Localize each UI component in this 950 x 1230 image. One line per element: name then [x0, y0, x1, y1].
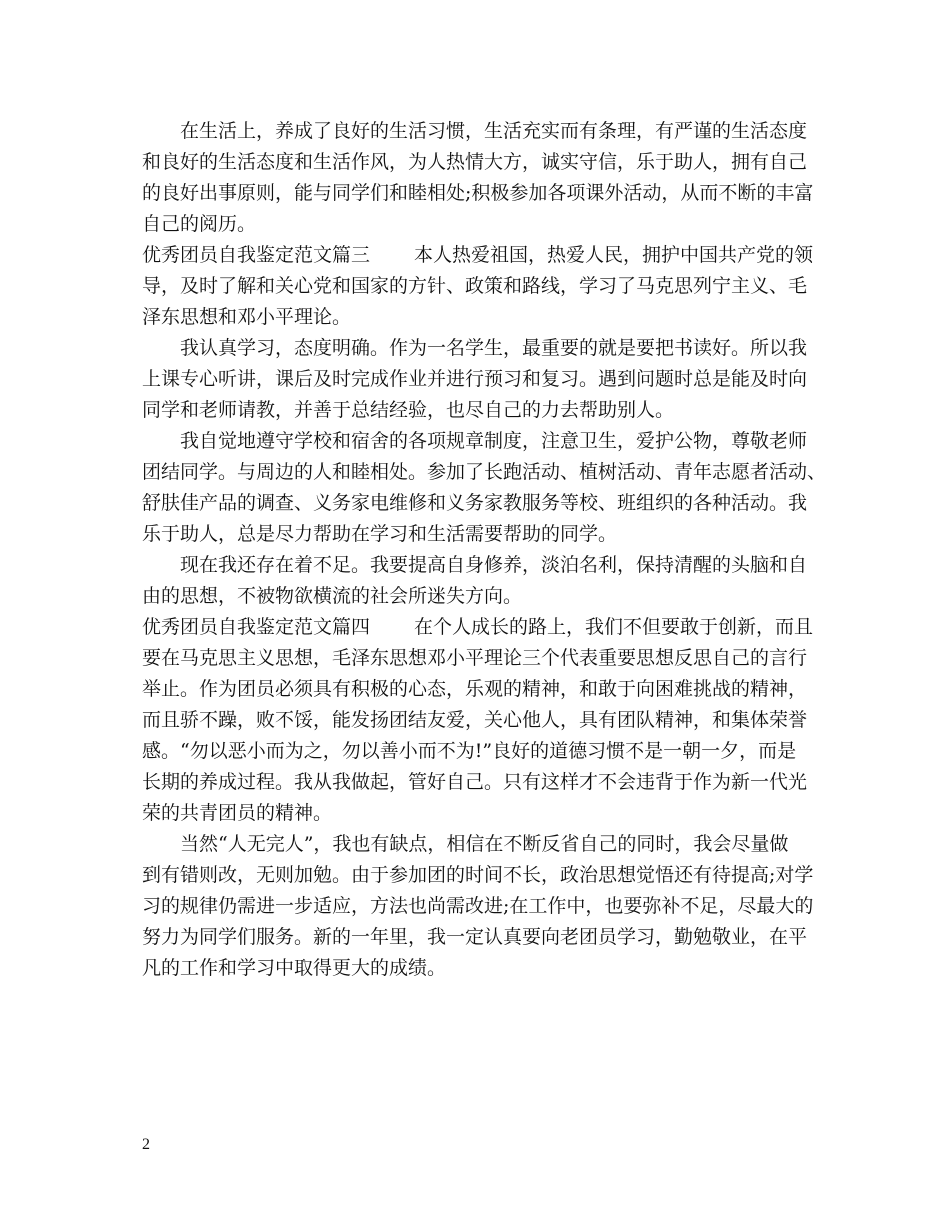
text-line: 上课专心听讲，课后及时完成作业并进行预习和复习。遇到问题时总是能及时向 [142, 368, 808, 390]
text-line: 的良好出事原则，能与同学们和睦相处;积极参加各项课外活动，从而不断的丰富 [142, 182, 814, 204]
text-line: 要在马克思主义思想，毛泽东思想邓小平理论三个代表重要思想反思自己的言行 [142, 647, 808, 669]
page-number: 2 [142, 1136, 150, 1153]
text-line: 导，及时了解和关心党和国家的方针、政策和路线，学习了马克思列宁主义、毛 [142, 275, 808, 297]
text-line: 和良好的生活态度和生活作风，为人热情大方，诚实守信，乐于助人，拥有自己 [142, 151, 808, 173]
text-line: 现在我还存在着不足。我要提高自身修养，淡泊名利，保持清醒的头脑和自 [180, 554, 808, 576]
section-heading-line [142, 240, 814, 271]
text-line: 努力为同学们服务。新的一年里，我一定认真要向老团员学习，勤勉敬业，在平 [142, 926, 808, 948]
text-line: 而且骄不躁，败不馁，能发扬团结友爱，关心他人，具有团队精神，和集体荣誉 [142, 709, 808, 731]
text-line: 习的规律仍需进一步适应，方法也尚需改进;在工作中，也要弥补不足，尽最大的 [142, 895, 814, 917]
text-line: 在生活上，养成了良好的生活习惯，生活充实而有条理，有严谨的生活态度 [180, 120, 808, 142]
section-heading-line [142, 612, 814, 643]
text-line: 乐于助人，总是尽力帮助在学习和生活需要帮助的同学。 [142, 523, 618, 545]
document-body [142, 116, 827, 984]
text-line: 泽东思想和邓小平理论。 [142, 306, 352, 328]
text-line: 本人热爱祖国，热爱人民，拥护中国共产党的领 [414, 244, 814, 266]
text-line: 凡的工作和学习中取得更大的成绩。 [142, 957, 447, 979]
text-line: 同学和老师请教，并善于总结经验，也尽自己的力去帮助别人。 [142, 399, 675, 421]
text-line: 当然“人无完人”，我也有缺点，相信在不断反省自己的同时，我会尽量做 [180, 833, 789, 855]
text-line: 我认真学习，态度明确。作为一名学生，最重要的就是要把书读好。所以我 [180, 337, 808, 359]
section-heading: 优秀团员自我鉴定范文篇三 [142, 244, 371, 266]
text-line: 由的思想，不被物欲横流的社会所迷失方向。 [142, 585, 523, 607]
text-line: 舒肤佳产品的调查、义务家电维修和义务家教服务等校、班组织的各种活动。我 [142, 492, 808, 514]
text-line: 我自觉地遵守学校和宿舍的各项规章制度，注意卫生，爱护公物，尊敬老师 [180, 430, 808, 452]
text-line: 举止。作为团员必须具有积极的心态，乐观的精神，和敢于向困难挑战的精神， [142, 678, 808, 700]
text-line: 到有错则改，无则加勉。由于参加团的时间不长，政治思想觉悟还有待提高;对学 [142, 864, 814, 886]
text-line: 长期的养成过程。我从我做起，管好自己。只有这样才不会违背于作为新一代光 [142, 771, 808, 793]
text-line: 团结同学。与周边的人和睦相处。参加了长跑活动、植树活动、青年志愿者活动、 [142, 461, 827, 483]
text-line: 在个人成长的路上，我们不但要敢于创新，而且 [414, 616, 814, 638]
text-line: 荣的共青团员的精神。 [142, 802, 333, 824]
text-line: 感。“勿以恶小而为之，勿以善小而不为!”良好的道德习惯不是一朝一夕，而是 [142, 740, 797, 762]
section-heading: 优秀团员自我鉴定范文篇四 [142, 616, 371, 638]
text-line: 自己的阅历。 [142, 213, 257, 235]
